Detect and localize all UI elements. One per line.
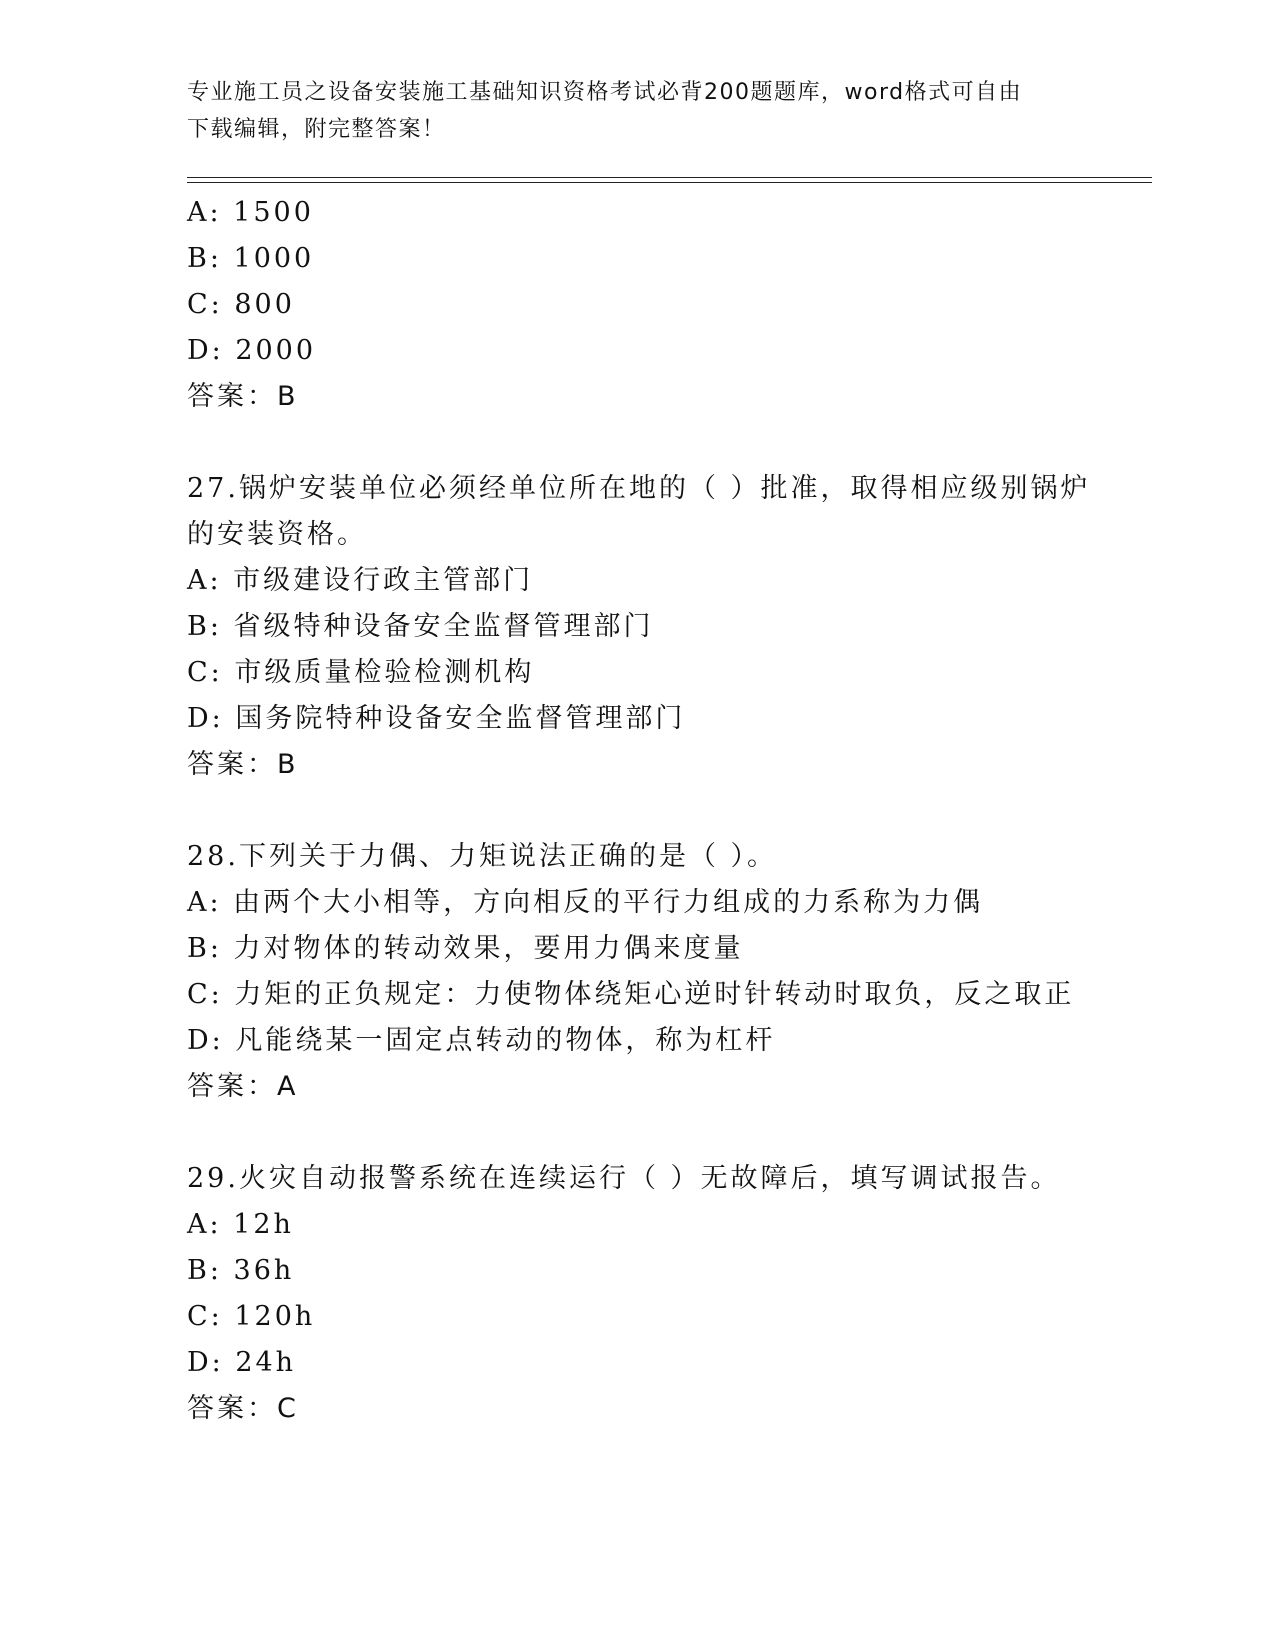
option-a: A: 1500 [187, 197, 314, 228]
answer-line: 答案：B [187, 749, 299, 780]
option-c: C: 800 [187, 289, 295, 320]
spacer [187, 1110, 1147, 1156]
option-d: D: 24h [187, 1347, 297, 1378]
header-title-line-2: 下载编辑，附完整答案！ [187, 117, 446, 142]
header-divider-bottom [187, 182, 1152, 183]
question-29 [187, 1156, 1147, 1432]
option-b: B: 力对物体的转动效果，要用力偶来度量 [187, 933, 744, 964]
option-d: D: 凡能绕某一固定点转动的物体，称为杠杆 [187, 1025, 776, 1056]
question-stem-line-1: 27.锅炉安装单位必须经单位所在地的（ ）批准，取得相应级别锅炉 [187, 473, 1091, 504]
document-header [187, 74, 1087, 148]
spacer [187, 420, 1147, 466]
answer-line: 答案：A [187, 1071, 299, 1102]
option-a: A: 市级建设行政主管部门 [187, 565, 534, 596]
answer-line: 答案：B [187, 381, 299, 412]
question-27 [187, 466, 1147, 788]
answer-line: 答案：C [187, 1393, 299, 1424]
question-28 [187, 834, 1147, 1110]
option-d: D: 国务院特种设备安全监督管理部门 [187, 703, 686, 734]
option-b: B: 省级特种设备安全监督管理部门 [187, 611, 654, 642]
question-26-continued [187, 190, 1147, 420]
question-stem-line-1: 29.火灾自动报警系统在连续运行（ ）无故障后，填写调试报告。 [187, 1163, 1061, 1194]
option-d: D: 2000 [187, 335, 317, 366]
option-a: A: 12h [187, 1209, 294, 1240]
option-b: B: 36h [187, 1255, 295, 1286]
question-content [187, 190, 1147, 1432]
option-c: C: 力矩的正负规定：力使物体绕矩心逆时针转动时取负，反之取正 [187, 979, 1075, 1010]
option-b: B: 1000 [187, 243, 315, 274]
option-c: C: 市级质量检验检测机构 [187, 657, 535, 688]
option-a: A: 由两个大小相等，方向相反的平行力组成的力系称为力偶 [187, 887, 984, 918]
question-stem-line-2: 的安装资格。 [187, 519, 367, 550]
header-title-line-1: 专业施工员之设备安装施工基础知识资格考试必背200题题库，word格式可自由 [187, 80, 1023, 105]
header-divider-top [187, 177, 1152, 178]
question-stem-line-1: 28.下列关于力偶、力矩说法正确的是（ ）。 [187, 841, 778, 872]
spacer [187, 788, 1147, 834]
option-c: C: 120h [187, 1301, 316, 1332]
